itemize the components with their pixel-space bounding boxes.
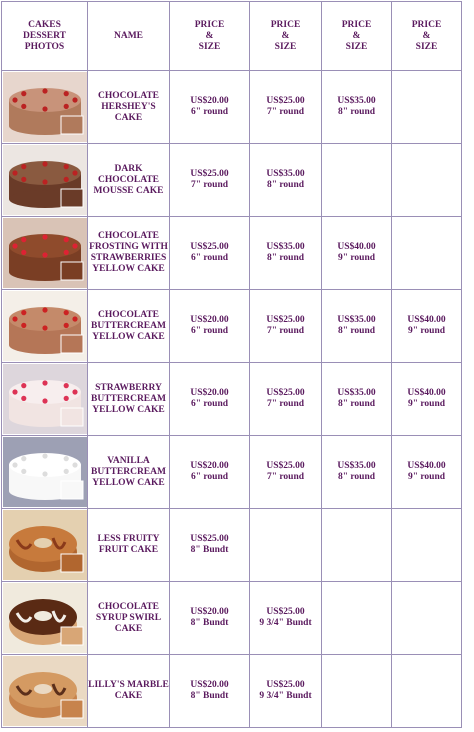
- price-cell: [392, 290, 462, 363]
- cake-size: 6" round: [190, 472, 229, 482]
- dark-chocolate-mousse-cake-photo: [3, 145, 87, 215]
- cake-size: 6" round: [190, 107, 229, 117]
- price-amount: US$35.00: [266, 242, 305, 252]
- price-cell: [322, 217, 392, 290]
- table-row: [2, 655, 462, 728]
- cake-size: 7" round: [190, 180, 229, 190]
- cake-name: CHOCOLATE SYRUP SWIRL CAKE: [88, 582, 170, 655]
- header-name: NAME: [88, 2, 170, 71]
- cake-size: 8" Bundt: [190, 618, 229, 628]
- photo-cell: [2, 363, 88, 436]
- photo-cell: [2, 290, 88, 363]
- header-price-3: PRICE & SIZE: [322, 2, 392, 71]
- price-amount: US$20.00: [190, 96, 229, 106]
- price-cell: [392, 509, 462, 582]
- cake-size: 7" round: [266, 399, 305, 409]
- header-photos: CAKES DESSERT PHOTOS: [2, 2, 88, 71]
- price-cell: [250, 71, 322, 144]
- chocolate-syrup-swirl-cake-photo: [3, 583, 87, 653]
- price-cell: [250, 363, 322, 436]
- cake-rows: [2, 71, 462, 728]
- cake-size: 8" round: [337, 399, 376, 409]
- price-cell: [250, 144, 322, 217]
- photo-cell: [2, 582, 88, 655]
- price-cell: [322, 71, 392, 144]
- price-amount: US$40.00: [337, 242, 376, 252]
- cake-name: CHOCOLATE HERSHEY'S CAKE: [88, 71, 170, 144]
- table-row: [2, 71, 462, 144]
- cake-name: LESS FRUITY FRUIT CAKE: [88, 509, 170, 582]
- cake-size: 6" round: [190, 326, 229, 336]
- table-row: [2, 436, 462, 509]
- header-row: [2, 2, 462, 71]
- price-amount: US$25.00: [190, 169, 229, 179]
- price-cell: [170, 217, 250, 290]
- price-amount: US$40.00: [407, 388, 446, 398]
- price-amount: US$25.00: [266, 96, 305, 106]
- price-amount: US$25.00: [266, 388, 305, 398]
- price-cell: [392, 363, 462, 436]
- cake-size: 7" round: [266, 326, 305, 336]
- photo-cell: [2, 144, 88, 217]
- vanilla-buttercream-cake-photo: [3, 437, 87, 507]
- price-amount: US$25.00: [266, 315, 305, 325]
- price-cell: [250, 290, 322, 363]
- cake-name: DARK CHOCOLATE MOUSSE CAKE: [88, 144, 170, 217]
- cake-name: CHOCOLATE FROSTING WITH STRAWBERRIES YELLOW CAKE: [88, 217, 170, 290]
- price-cell: [392, 582, 462, 655]
- price-amount: US$40.00: [407, 315, 446, 325]
- cake-size: 9" round: [407, 472, 446, 482]
- cake-name: VANILLA BUTTERCREAM YELLOW CAKE: [88, 436, 170, 509]
- cake-size: 8" round: [337, 326, 376, 336]
- fruit-cake-photo: [3, 510, 87, 580]
- price-cell: [170, 655, 250, 728]
- cake-size: 9" round: [407, 326, 446, 336]
- price-amount: US$20.00: [190, 315, 229, 325]
- price-cell: [322, 582, 392, 655]
- cake-size: 8" round: [337, 472, 376, 482]
- price-amount: US$25.00: [266, 607, 305, 617]
- photo-cell: [2, 509, 88, 582]
- marble-cake-photo: [3, 656, 87, 726]
- chocolate-hersheys-cake-photo: [3, 72, 87, 142]
- price-amount: US$20.00: [190, 388, 229, 398]
- header-price-1: PRICE & SIZE: [170, 2, 250, 71]
- price-cell: [250, 436, 322, 509]
- price-cell: [170, 582, 250, 655]
- price-cell: [322, 144, 392, 217]
- header-price-2: PRICE & SIZE: [250, 2, 322, 71]
- price-amount: US$20.00: [190, 461, 229, 471]
- header-price-4: PRICE & SIZE: [392, 2, 462, 71]
- cake-size: 9 3/4" Bundt: [259, 618, 312, 628]
- table-row: [2, 290, 462, 363]
- cake-size: 8" round: [266, 180, 305, 190]
- cake-size: 6" round: [190, 399, 229, 409]
- price-cell: [392, 217, 462, 290]
- price-cell: [250, 217, 322, 290]
- price-amount: US$25.00: [266, 680, 305, 690]
- price-cell: [170, 436, 250, 509]
- price-cell: [170, 71, 250, 144]
- price-cell: [392, 71, 462, 144]
- price-cell: [250, 582, 322, 655]
- price-cell: [250, 509, 322, 582]
- price-amount: US$35.00: [337, 388, 376, 398]
- table-row: [2, 144, 462, 217]
- price-cell: [392, 436, 462, 509]
- price-amount: US$35.00: [266, 169, 305, 179]
- cake-size: 8" Bundt: [190, 545, 229, 555]
- price-cell: [170, 144, 250, 217]
- cake-size: 9 3/4" Bundt: [259, 691, 312, 701]
- price-cell: [170, 290, 250, 363]
- cake-size: 9" round: [407, 399, 446, 409]
- price-cell: [322, 655, 392, 728]
- photo-cell: [2, 436, 88, 509]
- cake-price-table: [1, 1, 462, 728]
- price-amount: US$35.00: [337, 315, 376, 325]
- cake-size: 6" round: [190, 253, 229, 263]
- price-amount: US$25.00: [190, 242, 229, 252]
- cake-name: STRAWBERRY BUTTERCREAM YELLOW CAKE: [88, 363, 170, 436]
- price-amount: US$20.00: [190, 607, 229, 617]
- photo-cell: [2, 71, 88, 144]
- price-amount: US$35.00: [337, 96, 376, 106]
- table-row: [2, 363, 462, 436]
- price-cell: [322, 363, 392, 436]
- table-row: [2, 217, 462, 290]
- chocolate-buttercream-cake-photo: [3, 291, 87, 361]
- cake-size: 7" round: [266, 107, 305, 117]
- price-amount: US$35.00: [337, 461, 376, 471]
- price-cell: [250, 655, 322, 728]
- price-cell: [170, 509, 250, 582]
- photo-cell: [2, 655, 88, 728]
- price-cell: [322, 436, 392, 509]
- chocolate-frosting-strawberries-cake-photo: [3, 218, 87, 288]
- cake-name: LILLY'S MARBLE CAKE: [88, 655, 170, 728]
- price-amount: US$25.00: [190, 534, 229, 544]
- price-cell: [170, 363, 250, 436]
- photo-cell: [2, 217, 88, 290]
- price-cell: [322, 509, 392, 582]
- cake-size: 8" Bundt: [190, 691, 229, 701]
- table-row: [2, 582, 462, 655]
- price-amount: US$20.00: [190, 680, 229, 690]
- cake-name: CHOCOLATE BUTTERCREAM YELLOW CAKE: [88, 290, 170, 363]
- price-amount: US$40.00: [407, 461, 446, 471]
- price-amount: US$25.00: [266, 461, 305, 471]
- cake-size: 7" round: [266, 472, 305, 482]
- price-cell: [392, 144, 462, 217]
- table-row: [2, 509, 462, 582]
- cake-size: 8" round: [337, 107, 376, 117]
- cake-size: 9" round: [337, 253, 376, 263]
- cake-size: 8" round: [266, 253, 305, 263]
- strawberry-buttercream-cake-photo: [3, 364, 87, 434]
- price-cell: [322, 290, 392, 363]
- price-cell: [392, 655, 462, 728]
